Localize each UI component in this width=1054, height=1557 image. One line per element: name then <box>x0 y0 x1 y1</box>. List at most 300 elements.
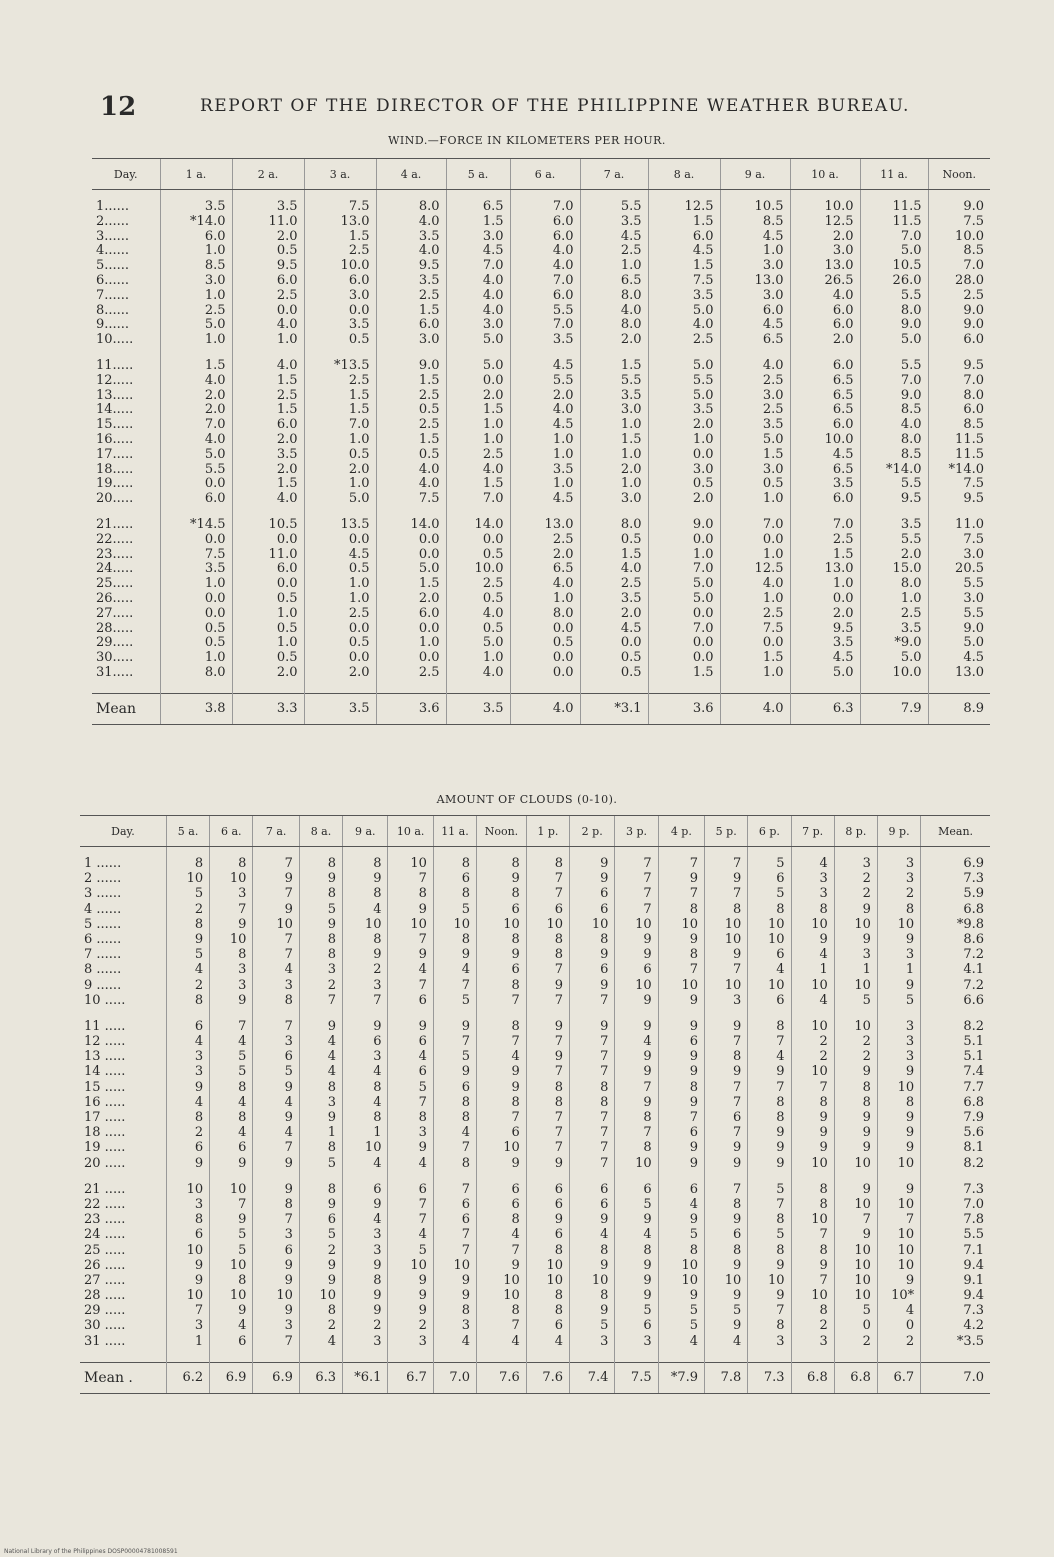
table-cell: 5.9 <box>921 888 990 903</box>
table-cell: 9 <box>615 1290 658 1305</box>
column-header: 1 p. <box>526 816 569 847</box>
table-cell: 5 <box>299 1158 342 1173</box>
day-label: 30 ..... <box>84 1318 126 1334</box>
table-cell: 0.0 <box>446 534 510 549</box>
column-header: 6 a. <box>510 159 580 190</box>
table-cell: 4 <box>615 1229 658 1244</box>
table-cell: 10 <box>343 919 388 934</box>
footer-credit: National Library of the Philippines DOSP00004781008591 <box>4 1548 178 1555</box>
table-cell: 1.5 <box>790 549 860 564</box>
table-cell: 10 <box>253 1290 299 1305</box>
table-cell: 3.0 <box>304 290 376 305</box>
table-cell: 9 <box>570 980 615 995</box>
table-cell: 2 <box>166 904 209 919</box>
column-header: Day. <box>80 816 166 847</box>
mean-cell: 4.0 <box>720 693 790 724</box>
table-cell: 8 <box>388 1112 433 1127</box>
day-label: 23 ..... <box>84 1212 126 1228</box>
day-label: 15 ..... <box>84 1079 126 1095</box>
table-cell: 9 <box>615 949 658 964</box>
table-cell: 5 <box>748 1229 791 1244</box>
day-label: 15..... <box>96 417 134 433</box>
table-cell: 8.6 <box>921 934 990 949</box>
table-cell: 1.5 <box>232 404 304 419</box>
table-cell: 0.5 <box>304 449 376 464</box>
table-cell: 1.0 <box>860 593 928 608</box>
table-cell: 2.0 <box>446 390 510 405</box>
table-cell: 1.0 <box>720 549 790 564</box>
table-cell: 2.5 <box>860 608 928 623</box>
table-cell: 8 <box>477 1305 527 1320</box>
table-cell: 2.5 <box>446 578 510 593</box>
table-cell: 4.5 <box>928 652 990 667</box>
table-cell: 8 <box>526 934 569 949</box>
table-cell: 1.0 <box>304 593 376 608</box>
table-cell: 2 <box>388 1320 433 1335</box>
table-cell: 11.5 <box>928 434 990 449</box>
table-cell: 6 <box>299 1214 342 1229</box>
table-cell: 9 <box>166 934 209 949</box>
table-cell: 9 <box>658 1290 704 1305</box>
table-cell: 0.5 <box>304 563 376 578</box>
table-cell: 6.0 <box>160 231 232 246</box>
table-cell: 9 <box>658 1214 704 1229</box>
table-row <box>92 231 990 246</box>
table-cell: 4 <box>388 1229 433 1244</box>
table-cell: 10 <box>658 1260 704 1275</box>
table-cell: 8 <box>210 1082 253 1097</box>
table-cell: 6 <box>388 995 433 1010</box>
table-cell: 0.5 <box>446 593 510 608</box>
mean-cell: *6.1 <box>343 1362 388 1393</box>
mean-row <box>92 693 990 724</box>
table-cell: 9 <box>299 1021 342 1036</box>
table-cell: 12.5 <box>648 201 720 216</box>
table-cell: 1 <box>791 964 834 979</box>
table-cell: 8 <box>433 888 476 903</box>
table-cell: 4 <box>477 1051 527 1066</box>
day-label: 2...... <box>96 213 130 229</box>
table-cell: 3 <box>877 873 920 888</box>
table-cell: 9 <box>388 949 433 964</box>
table-cell: 6 <box>253 1051 299 1066</box>
table-cell: 8 <box>748 1112 791 1127</box>
table-cell: 4 <box>343 1214 388 1229</box>
table-cell: 4.0 <box>510 578 580 593</box>
table-cell: 5.0 <box>446 334 510 349</box>
table-cell: 4 <box>658 1336 704 1351</box>
table-cell: 8.0 <box>928 390 990 405</box>
table-cell: 2.0 <box>232 464 304 479</box>
table-cell: 2.0 <box>648 493 720 508</box>
table-cell: 10 <box>433 1260 476 1275</box>
day-label: 16..... <box>96 431 134 447</box>
day-label: 6 ...... <box>84 931 122 947</box>
table-cell: 10.0 <box>304 260 376 275</box>
table-cell: 4.0 <box>720 578 790 593</box>
mean-cell: 7.0 <box>921 1362 990 1393</box>
table-cell: 7 <box>526 1112 569 1127</box>
table-cell: 8.0 <box>510 608 580 623</box>
column-header: 7 p. <box>791 816 834 847</box>
mean-cell: 3.6 <box>376 693 446 724</box>
table-cell: 9 <box>477 1260 527 1275</box>
table-cell: 8 <box>570 1290 615 1305</box>
table-cell: 8 <box>477 858 527 873</box>
table-cell: 4 <box>299 1066 342 1081</box>
table-cell: 7.9 <box>921 1112 990 1127</box>
table-cell: 6.0 <box>232 275 304 290</box>
table-cell: 3.5 <box>160 563 232 578</box>
table-cell: 6 <box>433 1199 476 1214</box>
table-row <box>80 934 990 949</box>
table-cell: 6.5 <box>720 334 790 349</box>
table-cell: 3.0 <box>580 493 648 508</box>
table-cell: 4 <box>791 995 834 1010</box>
table-cell: 4 <box>748 1051 791 1066</box>
day-label: 27..... <box>96 605 134 621</box>
table-cell: 8.5 <box>860 449 928 464</box>
table-cell: 5 <box>748 1184 791 1199</box>
day-label: 21..... <box>96 516 134 532</box>
table-cell: 12.5 <box>790 216 860 231</box>
table-row <box>80 1158 990 1173</box>
table-cell: 4 <box>210 1097 253 1112</box>
mean-cell: 3.3 <box>232 693 304 724</box>
table-cell: 7 <box>658 888 704 903</box>
table-cell: 2.0 <box>304 667 376 682</box>
table-cell: 1.0 <box>304 578 376 593</box>
table-cell: 9 <box>477 949 527 964</box>
table-cell: 1.5 <box>232 375 304 390</box>
day-label: 26..... <box>96 590 134 606</box>
mean-cell: *3.1 <box>580 693 648 724</box>
table-row <box>92 305 990 320</box>
table-cell: 0.0 <box>232 578 304 593</box>
table-cell: 7 <box>210 904 253 919</box>
table-cell: 2 <box>834 888 877 903</box>
table-cell: 13.0 <box>790 563 860 578</box>
table-cell: 7.0 <box>648 623 720 638</box>
table-cell: 7 <box>748 1036 791 1051</box>
table-cell: 4.1 <box>921 964 990 979</box>
table-cell: 3 <box>388 1127 433 1142</box>
table-row <box>80 1199 990 1214</box>
table-cell: 4.5 <box>720 319 790 334</box>
mean-cell: 6.9 <box>253 1362 299 1393</box>
column-header: 8 a. <box>299 816 342 847</box>
table-cell: 10.0 <box>928 231 990 246</box>
table-cell: 0.0 <box>790 593 860 608</box>
table-cell: 8.2 <box>921 1021 990 1036</box>
table-row <box>80 1051 990 1066</box>
table-cell: 8 <box>299 1082 342 1097</box>
table-cell: 7.7 <box>921 1082 990 1097</box>
table-cell: 0.0 <box>376 534 446 549</box>
table-cell: 7.0 <box>160 419 232 434</box>
table-cell: 9 <box>570 873 615 888</box>
table-cell: 1.0 <box>510 593 580 608</box>
table-cell: 9 <box>834 1142 877 1157</box>
table-row <box>80 1082 990 1097</box>
column-header: 4 p. <box>658 816 704 847</box>
mean-cell: 6.9 <box>210 1362 253 1393</box>
day-label: 5...... <box>96 258 130 274</box>
table-cell: 0.5 <box>446 623 510 638</box>
table-cell: 8 <box>748 1320 791 1335</box>
table-cell: 0.0 <box>648 608 720 623</box>
day-label: 18..... <box>96 461 134 477</box>
table-cell: 8 <box>705 1245 748 1260</box>
table-cell: 8 <box>299 1184 342 1199</box>
table-cell: 3.5 <box>232 201 304 216</box>
table-row <box>92 563 990 578</box>
table-cell: 7 <box>570 1051 615 1066</box>
table-cell: 4 <box>299 1051 342 1066</box>
table-cell: 7 <box>570 1158 615 1173</box>
table-cell: 8 <box>477 934 527 949</box>
table-cell: 2 <box>166 1127 209 1142</box>
table-cell: 2.0 <box>510 549 580 564</box>
day-label: 11..... <box>96 357 134 373</box>
table-cell: 3 <box>299 1097 342 1112</box>
table-cell: 14.0 <box>376 519 446 534</box>
table-row <box>92 434 990 449</box>
table-cell: *14.0 <box>160 216 232 231</box>
table-cell: 7 <box>388 1214 433 1229</box>
table-cell: 2.5 <box>790 534 860 549</box>
table-cell: 0.0 <box>510 652 580 667</box>
table-cell: 8 <box>877 904 920 919</box>
table-cell: 9 <box>166 1275 209 1290</box>
table-cell: *14.0 <box>928 464 990 479</box>
table-cell: 7 <box>570 1112 615 1127</box>
table-cell: 13.0 <box>790 260 860 275</box>
table-cell: 8 <box>343 1275 388 1290</box>
table-cell: 7 <box>388 1097 433 1112</box>
table-cell: *14.0 <box>860 464 928 479</box>
table-cell: 2 <box>834 1051 877 1066</box>
table-cell: 3.0 <box>720 464 790 479</box>
table-cell: 8 <box>433 1305 476 1320</box>
table-cell: 8 <box>477 1097 527 1112</box>
table-row <box>92 449 990 464</box>
table-cell: 8 <box>253 995 299 1010</box>
table-cell: 0.0 <box>648 652 720 667</box>
table-cell: 10 <box>834 1260 877 1275</box>
mean-cell: 7.6 <box>477 1362 527 1393</box>
table-cell: 8 <box>834 1097 877 1112</box>
day-label: 3...... <box>96 228 130 244</box>
table-cell: 0.0 <box>376 549 446 564</box>
table-cell: 0.0 <box>160 478 232 493</box>
table-cell: 0.0 <box>510 667 580 682</box>
table-cell: 0.0 <box>720 534 790 549</box>
table-cell: 0.5 <box>232 623 304 638</box>
mean-cell: 7.0 <box>433 1362 476 1393</box>
table-cell: 9 <box>877 1127 920 1142</box>
table-cell: 7 <box>433 1245 476 1260</box>
table-cell: 5.0 <box>446 637 510 652</box>
table-cell: 7 <box>388 980 433 995</box>
table-cell: 7 <box>526 995 569 1010</box>
table-cell: 6 <box>166 1229 209 1244</box>
table-cell: 3.0 <box>720 260 790 275</box>
table-cell: 4.5 <box>446 245 510 260</box>
table-cell: 7.0 <box>921 1199 990 1214</box>
table-cell: 8 <box>526 949 569 964</box>
table-cell: 1.0 <box>648 434 720 449</box>
table-cell: 2.0 <box>232 667 304 682</box>
table-cell: 8 <box>570 934 615 949</box>
day-label: 20..... <box>96 491 134 507</box>
table-cell: 20.5 <box>928 563 990 578</box>
table-cell: 5.0 <box>928 637 990 652</box>
table-cell: 9 <box>166 1260 209 1275</box>
table-cell: 9 <box>658 1142 704 1157</box>
table-cell: 8 <box>526 1082 569 1097</box>
table-cell: 8.0 <box>580 290 648 305</box>
table-cell: 3.0 <box>928 593 990 608</box>
table-cell: *13.5 <box>304 360 376 375</box>
table-row <box>80 1097 990 1112</box>
table-cell: 5 <box>433 1051 476 1066</box>
day-label: 27 ..... <box>84 1272 126 1288</box>
table-cell: 3 <box>253 1320 299 1335</box>
table-cell: 12.5 <box>720 563 790 578</box>
table-cell: 9.0 <box>928 305 990 320</box>
table-cell: 1.5 <box>376 375 446 390</box>
table-cell: 4 <box>477 1336 527 1351</box>
table-cell: 3 <box>791 873 834 888</box>
table-cell: 10.0 <box>790 201 860 216</box>
table-cell: 5.5 <box>510 375 580 390</box>
mean-cell: 7.9 <box>860 693 928 724</box>
table-cell: 0.0 <box>160 593 232 608</box>
table-cell: 1.5 <box>580 434 648 449</box>
table-cell: 9 <box>343 873 388 888</box>
table-cell: 2.0 <box>160 404 232 419</box>
day-label: 5 ...... <box>84 916 122 932</box>
table-cell: 9 <box>705 1158 748 1173</box>
table-cell: 9 <box>253 1275 299 1290</box>
table-cell: 4.0 <box>232 360 304 375</box>
table-cell: 4.0 <box>376 464 446 479</box>
table-cell: 3.0 <box>446 231 510 246</box>
table-cell: 7 <box>791 1082 834 1097</box>
table-cell: 7.0 <box>304 419 376 434</box>
table-cell: 9.5 <box>928 493 990 508</box>
table-cell: 1.5 <box>304 390 376 405</box>
table-cell: 9 <box>705 1142 748 1157</box>
table-cell: 4 <box>166 1097 209 1112</box>
table-cell: 8 <box>791 1305 834 1320</box>
table-cell: 14.0 <box>446 519 510 534</box>
mean-cell: 3.6 <box>648 693 720 724</box>
table-cell: 1.0 <box>510 449 580 464</box>
day-label: 2 ...... <box>84 871 122 887</box>
table-cell: 7 <box>834 1214 877 1229</box>
table-cell: 6 <box>658 1127 704 1142</box>
table-cell: 3.5 <box>376 275 446 290</box>
table-cell: 10 <box>615 1158 658 1173</box>
table-cell: 8 <box>477 1021 527 1036</box>
table-cell: 8 <box>343 1082 388 1097</box>
table-cell: 0.0 <box>376 623 446 638</box>
table-cell: 5 <box>705 1305 748 1320</box>
table-cell: 5.5 <box>860 290 928 305</box>
table-cell: 9.0 <box>376 360 446 375</box>
table-row <box>80 949 990 964</box>
table-cell: 4 <box>253 1097 299 1112</box>
table-cell: 8 <box>477 1214 527 1229</box>
table-row <box>92 652 990 667</box>
table-cell: 2 <box>299 1320 342 1335</box>
column-header: 8 a. <box>648 159 720 190</box>
table-cell: 9 <box>253 1112 299 1127</box>
table-cell: 4.5 <box>510 360 580 375</box>
table-cell: 9 <box>210 1305 253 1320</box>
table-cell: 2.0 <box>376 593 446 608</box>
table-row <box>80 1336 990 1351</box>
table-cell: 1.0 <box>580 260 648 275</box>
table-cell: 7.5 <box>648 275 720 290</box>
table-cell: 6 <box>210 1336 253 1351</box>
table-cell: 6.5 <box>580 275 648 290</box>
table-cell: 8 <box>615 1142 658 1157</box>
table-cell: 6 <box>748 949 791 964</box>
table-cell: 9 <box>834 904 877 919</box>
table-cell: 5.5 <box>648 375 720 390</box>
table-cell: 1.5 <box>648 260 720 275</box>
table-cell: 2.5 <box>304 608 376 623</box>
table-cell: 9 <box>877 1066 920 1081</box>
table-cell: 9 <box>433 1066 476 1081</box>
table-cell: 0.5 <box>160 637 232 652</box>
table-cell: 8 <box>299 858 342 873</box>
table-cell: 2 <box>343 1320 388 1335</box>
day-label: 13..... <box>96 387 134 403</box>
table-cell: 5.0 <box>160 319 232 334</box>
table-cell: 2.0 <box>304 464 376 479</box>
table-cell: 10 <box>748 919 791 934</box>
table-cell: 9 <box>748 1142 791 1157</box>
table-cell: 4.0 <box>860 419 928 434</box>
table-cell: 10 <box>877 1245 920 1260</box>
table-cell: 7 <box>526 964 569 979</box>
table-cell: 0.5 <box>446 549 510 564</box>
table-cell: 7 <box>705 1036 748 1051</box>
table-cell: 3 <box>166 1199 209 1214</box>
table-cell: 5.0 <box>648 360 720 375</box>
table-cell: 0.0 <box>160 608 232 623</box>
table-cell: 10.0 <box>790 434 860 449</box>
table-cell: 8.5 <box>928 245 990 260</box>
table-cell: 6.0 <box>790 360 860 375</box>
table-cell: 10 <box>834 919 877 934</box>
table-cell: 7 <box>166 1305 209 1320</box>
table-cell: 7 <box>253 888 299 903</box>
table-cell: 6.0 <box>648 231 720 246</box>
table-cell: 9 <box>299 919 342 934</box>
table-cell: 6 <box>166 1142 209 1157</box>
table-cell: 7 <box>253 858 299 873</box>
table-cell: 8 <box>166 995 209 1010</box>
table-row <box>92 404 990 419</box>
table-cell: *9.8 <box>921 919 990 934</box>
table-cell: 7 <box>343 995 388 1010</box>
table-cell: 7 <box>705 888 748 903</box>
